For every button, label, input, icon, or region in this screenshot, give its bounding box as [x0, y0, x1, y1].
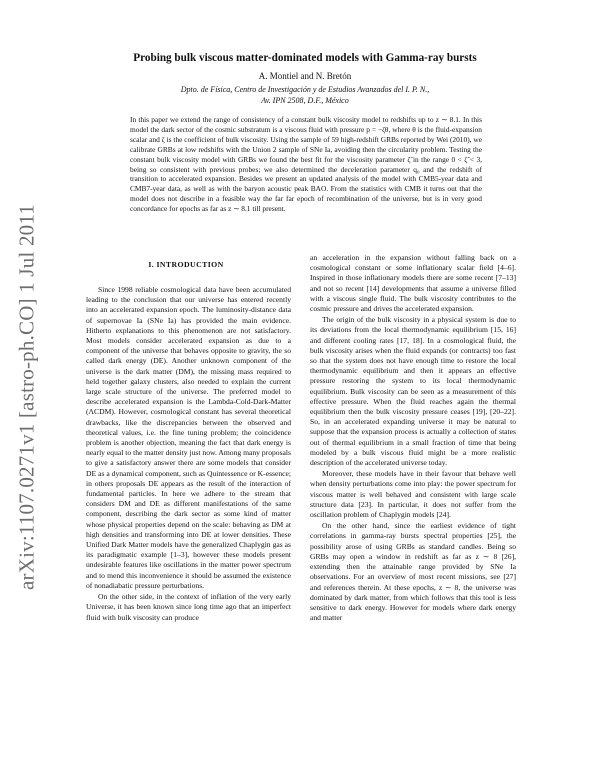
paragraph: The origin of the bulk viscosity in a physical system is due to its deviations from the local thermodynamic equilibrium [15, 16] and different cooling rates [17, 18]. In a cosmological fluid, the bulk viscosity arises when the fluid expands (or contracts) too fast so that the system does not have enough time to restore the local thermodynamic equilibrium and then it appears an effective pressure restoring the system to its local thermodynamic equilibrium. Bulk viscosity can be seen as a measurement of this effective pressure. When the fluid reaches again the thermal equilibrium then the bulk viscosity pressure ceases [19], [20–22]. So, in an accelerated expanding universe it may be natural to suppose that the expansion process is actually a collection of states out of thermal equilibrium in a small fraction of time that being modeled by a bulk viscous fluid might be a more realistic description of the accelerated universe today.	[310, 315, 516, 468]
paragraph: On the other hand, since the earliest evidence of tight correlations in gamma-ray bursts spectral properties [25], the possibility arose of using GRBs as standard candles. Being so GRBs may open a window in redshift as far as z ∼ 8 [26], extending then the attainable range provided by SNe Ia observations. For an overview of most recent missions, see [27] and references therein. At these epochs, z ∼ 8, the universe was dominated by dark matter, from which follows that this tool is less sensitive to dark energy. However for models where dark energy and matter	[310, 521, 516, 623]
paper-title: Probing bulk viscous matter-dominated models with Gamma-ray bursts	[133, 52, 477, 64]
right-column	[310, 253, 516, 623]
arxiv-identifier	[12, 172, 42, 622]
arxiv-id-text: arXiv:1107.0271v1 [astro-ph.CO] 1 Jul 2011	[14, 204, 39, 590]
left-column	[86, 285, 291, 623]
paragraph: Since 1998 reliable cosmological data have been accumulated leading to the conclusion that our universe has entered recently into an accelerated expansion epoch. The luminosity-distance data of supernovae Ia (SNe Ia) has provided the main evidence. Hitherto explanations to this phenomenon are not satisfactory. Most models consider accelerated expansion as due to a component of the universe that behaves opposite to gravity, the so called dark energy (DE). Another unknown component of the universe is the dark matter (DM), the missing mass required to held together galaxy clusters, also needed to explain the current large scale structure of the universe. The preferred model to describe accelerated expansion is the Lambda-Cold-Dark-Matter (ΛCDM). However, cosmological constant has several theoretical drawbacks, like the discrepancies between the observed and theoretical values, i.e. the fine tuning problem; the coincidence problem is another objection, meaning the fact that dark energy is nearly equal to the matter density just now. Among many proposals to give a satisfactory answer there are some models that consider DE as a dynamical component, such as Quintessence or K-essence; in others proposals DE appears as the result of the interaction of fundamental particles. In here we adhere to the stream that considers DM and DE as different manifestations of the same component, describing the dark sector as some kind of matter whose physical properties depend on the scale: behaving as DM at high densities and transforming into DE at lower densities. These Unified Dark Matter models have the generalized Chaplygin gas as its paradigmatic example [1–3], however these models present undesirable features like oscillations in the matter power spectrum and to mend this inconvenience it should be assumed the existence of nonadiabatic pressure perturbations.	[86, 285, 291, 590]
paper-authors: A. Montiel and N. Bretón	[258, 71, 352, 81]
affiliation-line-1: Dpto. de Física, Centro de Investigación y de Estudios Avanzados del I. P. N.,	[180, 85, 430, 94]
abstract: In this paper we extend the range of consistency of a constant bulk viscosity model to redshifts up to z ∼ 8.1. In this model the dark sector of the cosmic substratum is a viscous fluid with pressure p = −ζθ, where θ is the fluid-expansion scalar and ζ is the coefficient of bulk viscosity. Using the sample of 59 high-redshift GRBs reported by Wei (2010), we calibrate GRBs at low redshifts with the Union 2 sample of SNe Ia, avoiding then the circularity problem. Testing the constant bulk viscosity model with GRBs we found the best fit for the viscosity parameter ζ̃ in the range 0 < ζ̃ < 3, being so consistent with previous probes; we also determined the deceleration parameter q₀ and the redshift of transition to accelerated expansion. Besides we present an updated analysis of the model with CMB5-year data and CMB7-year data, as well as with the baryon acoustic peak BAO. From the statistics with CMB it turns out that the model does not describe in a feasible way the far far epoch of recombination of the universe, but is in very good concordance for epochs as far as z ∼ 8.1 till present.	[130, 115, 482, 214]
paragraph: On the other side, in the context of inflation of the very early Universe, it has been known since long time ago that an imperfect fluid with bulk viscosity can produce	[86, 592, 291, 622]
paragraph: Moreover, these models have in their favour that behave well when density perturbations come into play: the power spectrum for viscous matter is well behaved and consistent with large scale structure data [23]. In particular, it does not suffer from the oscillation problem of Chaplygin models [24].	[310, 469, 516, 520]
paragraph: an acceleration in the expansion without falling back on a cosmological constant or some inflationary scalar field [4–6]. Inspired in those inflationary models there are some recent [7–13] and not so recent [14] developments that assume a universe filled with a viscous single fluid. The bulk viscosity contributes to the cosmic pressure and drives the accelerated expansion.	[310, 253, 516, 314]
affiliation	[70, 84, 540, 106]
section-heading-introduction: I. INTRODUCTION	[148, 260, 224, 269]
affiliation-line-2: Av. IPN 2508, D.F., México	[261, 96, 349, 105]
